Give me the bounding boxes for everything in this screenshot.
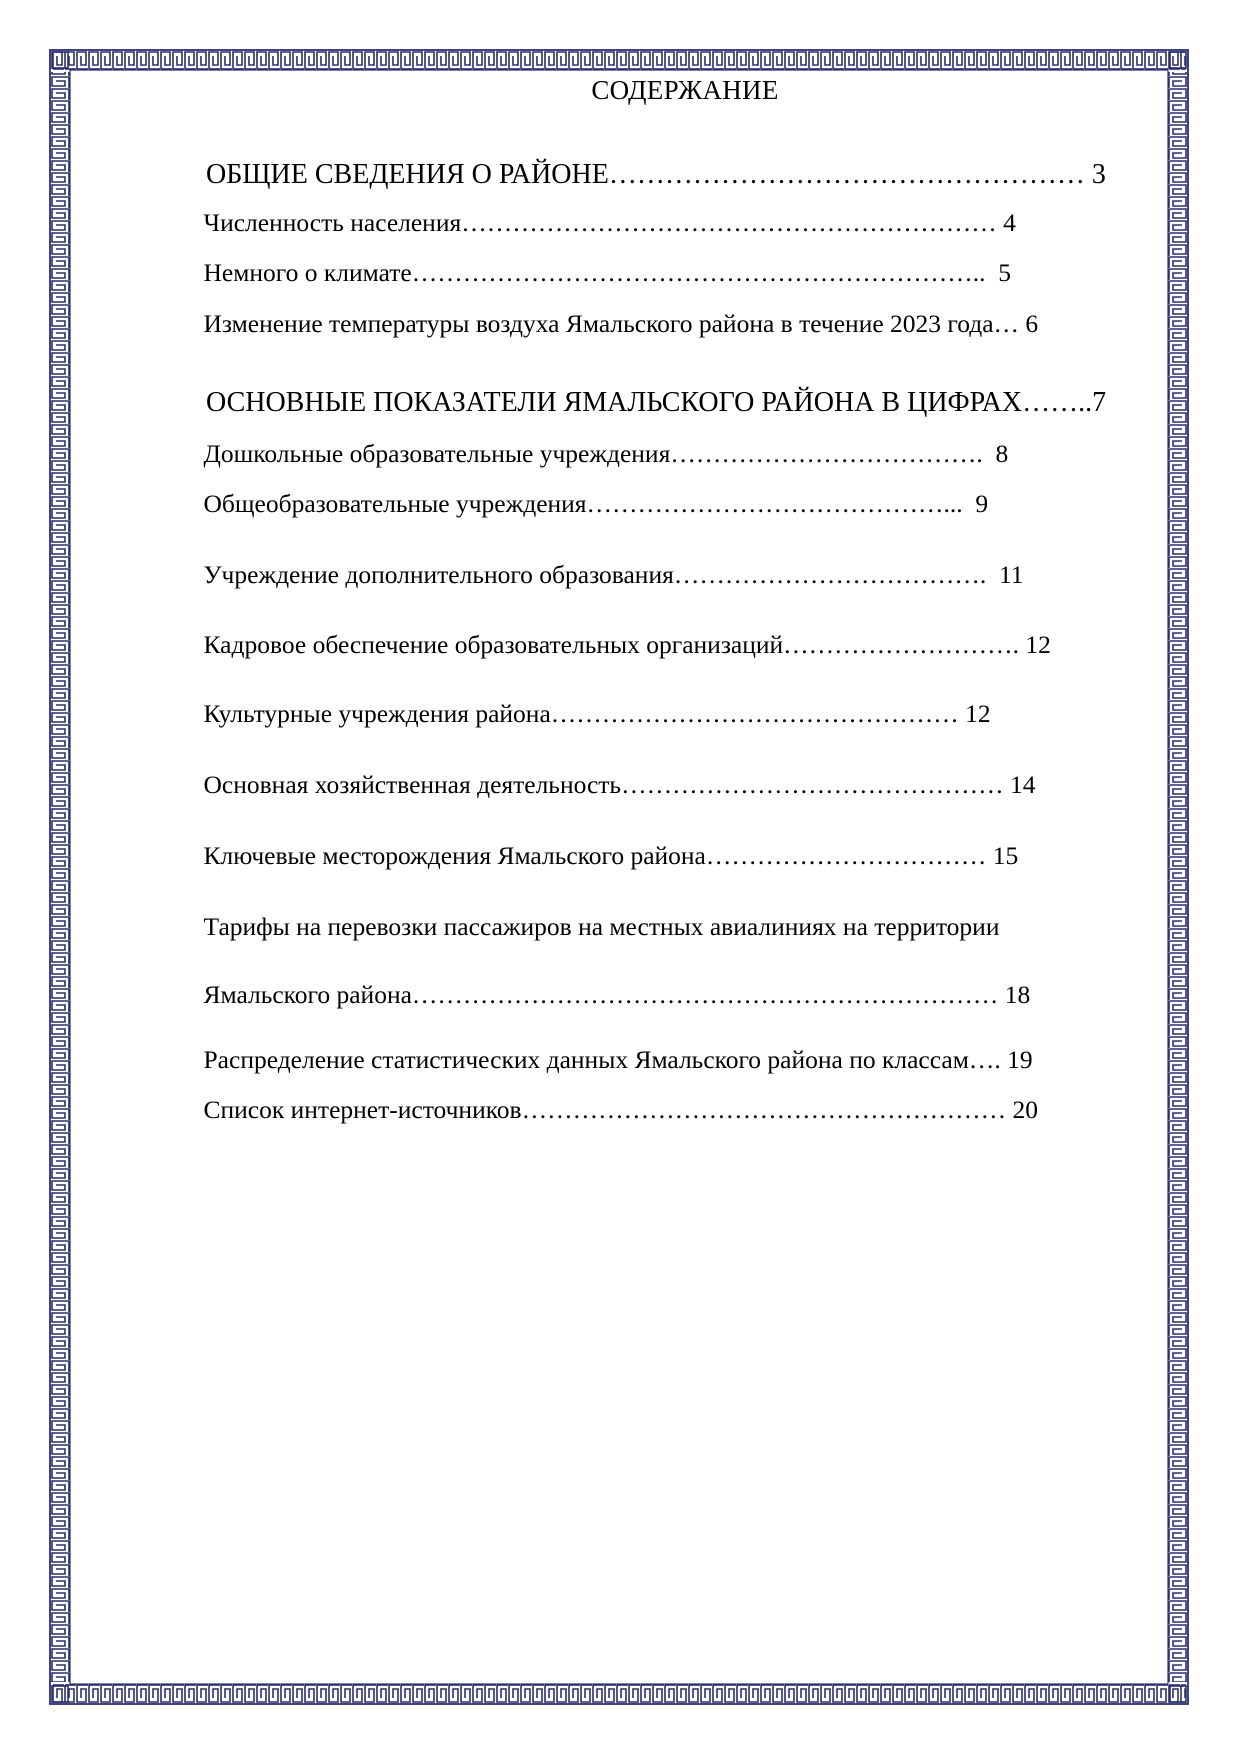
toc-entry-text: Кадровое обеспечение образовательных организаций [203, 630, 784, 659]
toc-leader: ………………………………. [670, 439, 983, 468]
toc-leader: ……………………………………………………… [461, 208, 997, 237]
toc-entry-text: Численность населения [203, 208, 462, 237]
toc-entry-text: Ключевые месторождения Ямальского района [203, 841, 706, 870]
toc-page-number: 6 [1025, 309, 1039, 338]
toc-leader: ………………………………………… [550, 699, 959, 728]
toc-leader: …. [968, 1045, 1001, 1074]
toc-entry-text: ОСНОВНЫЕ ПОКАЗАТЕЛИ ЯМАЛЬСКОГО РАЙОНА В ЦИФРАХ [206, 387, 1023, 418]
toc-entry-text: Общеобразовательные учреждения [203, 489, 587, 518]
toc-entry-text: Культурные учреждения района [203, 699, 551, 728]
toc-entry-text: Ямальского района [203, 980, 412, 1009]
toc-leader: ……………………………………... [586, 489, 963, 518]
page-title: СОДЕРЖАНИЕ [591, 75, 779, 105]
toc-entry[interactable] [178, 1065, 1038, 1155]
toc-page-number: 19 [1007, 1045, 1033, 1074]
toc-page-number: 9 [975, 489, 989, 518]
toc-leader: ………………………………. [673, 560, 987, 589]
toc-entry-text: Распределение статистических данных Ямальского района по классам [203, 1045, 969, 1074]
toc-entry-text: Учреждение дополнительного образования [203, 560, 674, 589]
toc-entry-text: Изменение температуры воздуха Ямальского района в течение 2023 года [203, 309, 994, 338]
toc-entry-text: Дошкольные образовательные учреждения [203, 439, 671, 468]
toc-leader: ………………………………………………… [521, 1095, 1007, 1124]
toc-page-number: 12 [1025, 630, 1051, 659]
toc-page-number: 18 [1004, 980, 1031, 1009]
toc-entry-text: Основная хозяйственная деятельность [203, 770, 622, 799]
toc-page-number: 12 [965, 699, 991, 728]
toc-leader: ………………………………………………………….. [411, 258, 986, 287]
toc-page-number: 20 [1012, 1095, 1038, 1124]
toc-entry-text: Тарифы на перевозки пассажиров на местных авиалиниях на территории [203, 912, 1000, 941]
toc-page-number: 5 [998, 258, 1011, 287]
toc-page-number: 4 [1003, 208, 1016, 237]
toc-leader: ……………………………………… [621, 770, 1004, 799]
toc-page-number: 14 [1009, 770, 1036, 799]
toc-leader: …….. [1022, 387, 1093, 418]
toc-leader: …………………………………………………………… [411, 980, 999, 1009]
toc-leader: ………………………. [783, 630, 1020, 659]
toc-page-number: 15 [992, 841, 1019, 870]
toc-leader: …………………………… [705, 841, 987, 870]
toc-page-number: 7 [1092, 387, 1107, 418]
toc-page-number: 8 [995, 439, 1009, 468]
toc-entry-text: Список интернет-источников [203, 1095, 522, 1124]
toc-entry-text: ОБЩИЕ СВЕДЕНИЯ О РАЙОНЕ [206, 159, 609, 190]
toc-entry-text: Немного о климате [203, 258, 412, 287]
toc-leader: …………………………………………… [608, 159, 1085, 190]
toc-page-number: 3 [1091, 159, 1106, 190]
toc-page-number: 11 [998, 560, 1024, 589]
toc-leader: … [993, 309, 1020, 338]
